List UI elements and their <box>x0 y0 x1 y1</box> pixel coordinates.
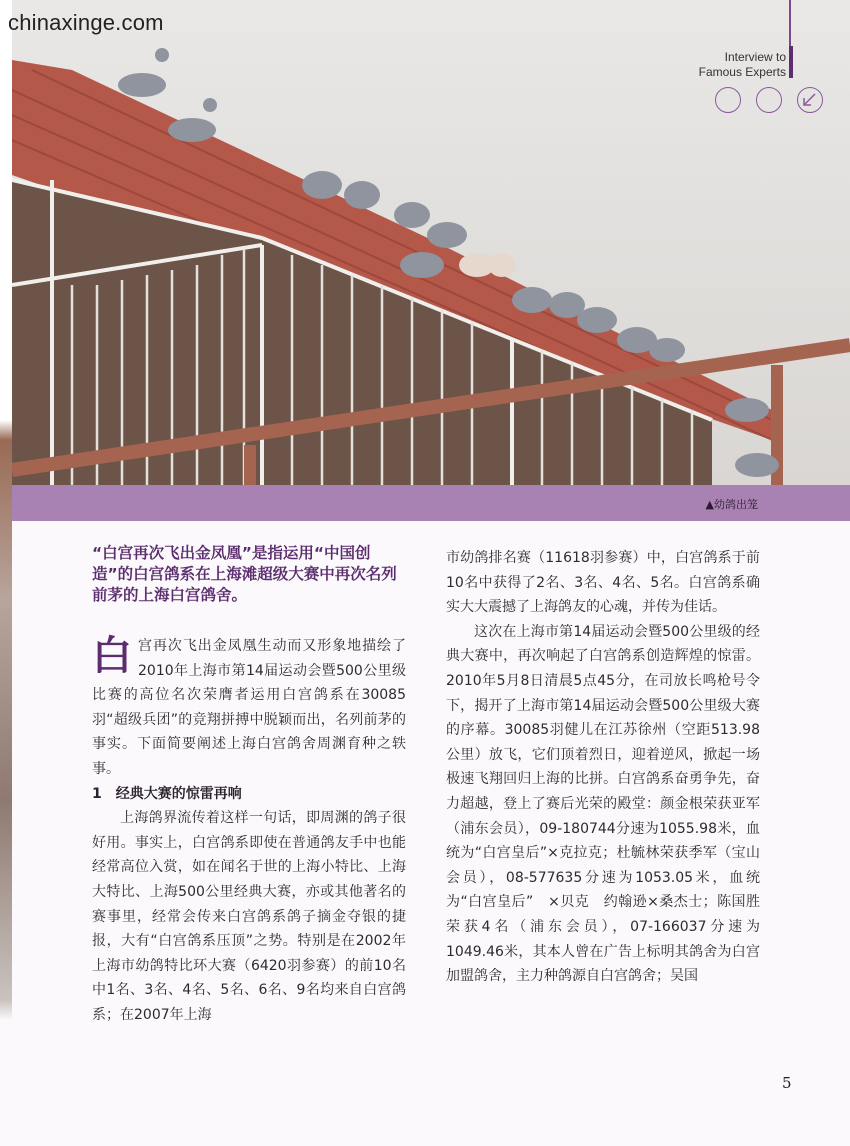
article-paragraph: 上海鸽界流传着这样一句话，即周渊的鸽子很好用。事实上，白宫鸽系即使在普通鸽友手中也能经常高位入赏，如在闻名于世的上海小特比、上海大特比、上海500公里经典大赛，亦或其他著名的赛事里，经常会传来白宫鸽系鸽子摘金夺银的捷报，大有“白宫鸽系压顶”之势。特别是在2002年上海市幼鸽特比环大赛（6420羽参赛）的前10名中1名、3名、4名、5名、6名、9名均来自白宫鸽系；在2007年上海 <box>92 810 406 1023</box>
arrow-down-left-icon <box>797 87 823 113</box>
series-title <box>699 50 786 80</box>
article-column-left <box>92 634 406 1028</box>
article-intro <box>92 634 406 782</box>
article-lead: “白宫再次飞出金凤凰”是指运用“中国创造”的白宫鸽系在上海滩超级大赛中再次名列前茅的上海白宫鸽舍。 <box>92 544 397 604</box>
article-column-right <box>446 546 760 989</box>
page-number: 5 <box>782 1074 792 1092</box>
series-title-line2: Famous Experts <box>698 65 786 79</box>
intro-text: 宫再次飞出金凤凰生动而又形象地描绘了2010年上海市第14届运动会暨500公里级比赛的高位名次荣膺者运用白宫鸽系在30085羽“超级兵团”的竞翔拼搏中脱颖而出，名列前茅的事实。下面简要阐述上海白宫鸽舍周渊育种之轶事。 <box>92 638 406 777</box>
drop-cap: 白 <box>92 632 132 679</box>
circle-icon <box>715 87 741 113</box>
circle-icon <box>756 87 782 113</box>
accent-bar <box>789 46 793 78</box>
series-title-line1: Interview to <box>724 50 786 64</box>
article-paragraph: 市幼鸽排名赛（11618羽参赛）中，白宫鸽系于前10名中获得了2名、3名、4名、5名。白宫鸽系确实大大震撼了上海鸽友的心魂，并传为佳话。 <box>446 550 760 616</box>
site-watermark: chinaxinge.com <box>8 10 164 35</box>
section-heading: 1 经典大赛的惊雷再响 <box>92 785 242 802</box>
photo-caption: ▲幼鸽出笼 <box>705 498 758 511</box>
left-photo-edge <box>0 0 12 1146</box>
article-paragraph: 这次在上海市第14届运动会暨500公里级的经典大赛中，再次响起了白宫鸽系创造辉煌的惊雷。2010年5月8日清晨5点45分，在司放长鸣枪号令下，揭开了上海市第14届运动会暨500公里级大赛的序幕。30085羽健儿在江苏徐州（空距513.98公里）放飞，它们顶着烈日，迎着逆风，掀起一场极速飞翔回归上海的比拼。白宫鸽系奋勇争先，奋力超越，登上了赛后光荣的殿堂：颜金根荣获亚军（浦东会员），09-180744分速为1055.98米，血统为“白宫皇后”×克拉克；杜毓林荣获季军（宝山会员），08-577635分速为1053.05米，血统为“白宫皇后” ×贝克 约翰逊×桑杰士；陈国胜荣获4名（浦东会员），07-166037分速为1049.46米，其本人曾在广告上标明其鸽舍为白宫加盟鸽舍，主力种鸽源自白宫鸽舍；吴国 <box>446 623 760 985</box>
